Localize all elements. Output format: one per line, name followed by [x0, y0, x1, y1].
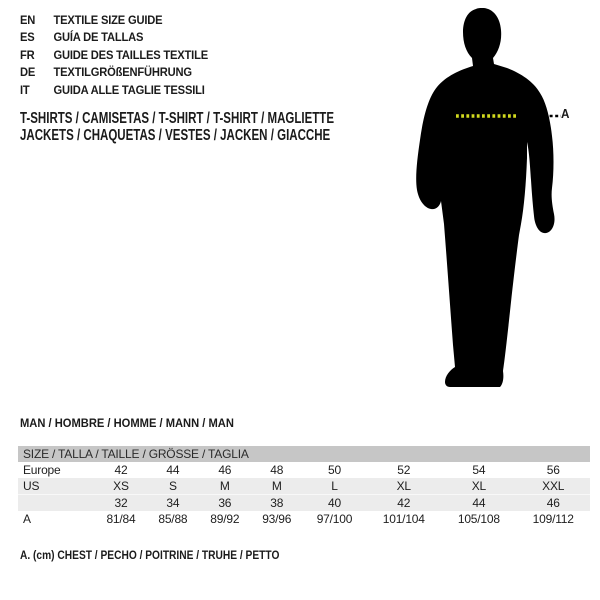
language-code: ES [20, 30, 35, 45]
language-row [20, 82, 208, 99]
language-code: IT [20, 82, 30, 97]
language-row [20, 47, 208, 64]
man-silhouette [400, 0, 600, 400]
section-title-man: MAN / HOMBRE / HOMME / MANN / MAN [20, 416, 234, 430]
language-label: GUÍA DE TALLAS [53, 30, 144, 45]
cell: 42 [114, 463, 128, 477]
table-row-us [18, 478, 590, 495]
cell: 42 [366, 495, 441, 512]
cell: 85/88 [158, 512, 188, 526]
category-tshirts: T-SHIRTS / CAMISETAS / T-SHIRT / T-SHIRT / MAGLIETTE [20, 110, 335, 127]
cell: 34 [147, 495, 199, 512]
cell: 89/92 [210, 512, 240, 526]
table-row-numeric [18, 495, 590, 512]
size-table-header: SIZE / TALLA / TAILLE / GRÖSSE / TAGLIA [18, 446, 590, 462]
language-label: TEXTILE SIZE GUIDE [53, 13, 163, 27]
cell: 101/104 [382, 512, 425, 526]
measurement-footnote: A. (cm) CHEST / PECHO / POITRINE / TRUHE / PETTO [20, 548, 280, 562]
table-row-europe [18, 462, 590, 478]
row-label: A [23, 512, 31, 526]
size-table-header-row [18, 446, 590, 462]
cell: 52 [397, 463, 411, 477]
language-code: FR [20, 47, 35, 62]
cell: M [251, 478, 303, 495]
cell: 109/112 [532, 512, 574, 526]
cell: XS [95, 478, 147, 495]
language-code: DE [20, 65, 36, 80]
size-table [18, 446, 590, 527]
language-row [20, 64, 208, 81]
cell: L [303, 478, 367, 495]
row-label [18, 495, 95, 512]
language-label: TEXTILGRÖßENFÜHRUNG [53, 65, 192, 80]
cell: 105/108 [457, 512, 500, 526]
cell: 97/100 [316, 512, 353, 526]
language-code: EN [20, 13, 36, 27]
cell: 44 [441, 495, 516, 512]
cell: XL [441, 478, 516, 495]
cell: M [199, 478, 251, 495]
cell: 93/96 [262, 512, 292, 526]
cell: XXL [516, 478, 590, 495]
measurement-a-label: A [561, 106, 570, 121]
cell: XL [366, 478, 441, 495]
cell: 40 [303, 495, 367, 512]
category-jackets: JACKETS / CHAQUETAS / VESTES / JACKEN / GIACCHE [20, 127, 331, 145]
cell: 56 [546, 463, 560, 477]
man-silhouette-body [416, 8, 554, 387]
cell: 81/84 [106, 512, 136, 526]
cell: 44 [166, 463, 180, 477]
cell: 46 [516, 495, 590, 512]
language-row [20, 12, 208, 29]
row-label: Europe [23, 463, 61, 477]
cell: 46 [218, 463, 232, 477]
category-list [20, 110, 334, 145]
cell: 48 [270, 463, 284, 477]
language-label: GUIDE DES TAILLES TEXTILE [53, 47, 208, 62]
table-row-chest [18, 511, 590, 527]
cell: S [147, 478, 199, 495]
cell: 36 [199, 495, 251, 512]
cell: 50 [327, 463, 341, 477]
language-row [20, 29, 208, 46]
cell: 38 [251, 495, 303, 512]
cell: 32 [95, 495, 147, 512]
language-label: GUIDA ALLE TAGLIE TESSILI [53, 82, 205, 97]
row-label: US [18, 478, 95, 495]
language-list [20, 12, 208, 99]
cell: 54 [472, 463, 486, 477]
